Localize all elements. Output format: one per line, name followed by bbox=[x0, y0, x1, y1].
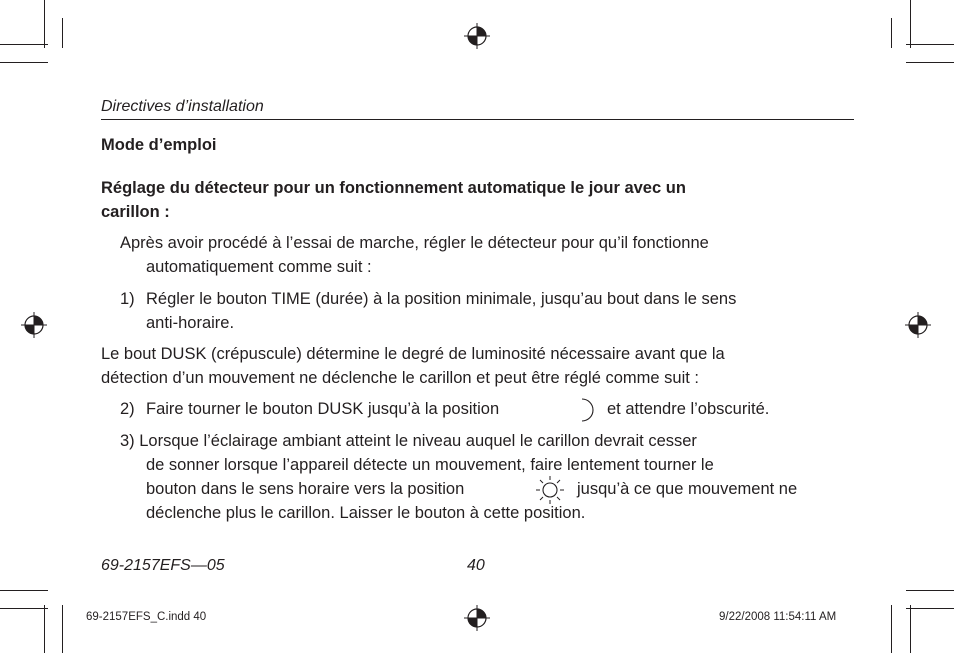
header-rule bbox=[101, 119, 854, 120]
registration-mark-icon bbox=[464, 23, 490, 49]
step-2-text: et attendre l’obscurité. bbox=[607, 400, 770, 418]
step-3-line: bouton dans le sens horaire vers la position bbox=[146, 480, 465, 498]
step-3-line: de sonner lorsque l’appareil détecte un mouvement, faire lentement tourner le bbox=[146, 456, 714, 474]
step-2-text: Faire tourner le bouton DUSK jusqu’à la position bbox=[146, 400, 500, 418]
step-3-line: 3) Lorsque l’éclairage ambiant atteint le niveau auquel le carillon devrait cesser bbox=[120, 432, 697, 450]
slug-filename: 69-2157EFS_C.indd 40 bbox=[86, 611, 207, 623]
crop-mark bbox=[0, 62, 48, 63]
crop-mark bbox=[62, 605, 63, 653]
crop-mark bbox=[910, 605, 911, 653]
subheading-line: carillon : bbox=[101, 203, 170, 221]
crop-mark bbox=[44, 605, 45, 653]
dusk-paragraph-line: Le bout DUSK (crépuscule) détermine le degré de luminosité nécessaire avant que la bbox=[101, 345, 725, 363]
running-header: Directives d’installation bbox=[101, 98, 264, 115]
crop-mark bbox=[0, 44, 48, 45]
intro-line: automatiquement comme suit : bbox=[146, 258, 372, 276]
crop-mark bbox=[906, 608, 954, 609]
registration-mark-icon bbox=[21, 312, 47, 338]
crop-mark bbox=[891, 18, 892, 48]
crop-mark bbox=[62, 18, 63, 48]
slug-timestamp: 9/22/2008 11:54:11 AM bbox=[719, 611, 837, 623]
section-title: Mode d’emploi bbox=[101, 136, 217, 154]
intro-line: Après avoir procédé à l’essai de marche, régler le détecteur pour qu’il fonctionne bbox=[120, 234, 709, 252]
crop-mark bbox=[44, 0, 45, 48]
sun-icon bbox=[534, 474, 566, 506]
crop-mark bbox=[906, 62, 954, 63]
crop-mark bbox=[910, 0, 911, 48]
page-number: 40 bbox=[467, 557, 485, 574]
registration-mark-icon bbox=[464, 605, 490, 631]
dusk-paragraph-line: détection d’un mouvement ne déclenche le carillon et peut être réglé comme suit : bbox=[101, 369, 700, 387]
step-number: 1) bbox=[120, 290, 135, 308]
step-1-line: anti-horaire. bbox=[146, 314, 235, 332]
step-3-line: jusqu’à ce que mouvement ne bbox=[577, 480, 798, 498]
registration-mark-icon bbox=[905, 312, 931, 338]
crop-mark bbox=[906, 44, 954, 45]
doc-number: 69-2157EFS—05 bbox=[101, 557, 225, 574]
crop-mark bbox=[891, 605, 892, 653]
step-1-line: Régler le bouton TIME (durée) à la position minimale, jusqu’au bout dans le sens bbox=[146, 290, 737, 308]
crop-mark bbox=[0, 608, 48, 609]
subheading-line: Réglage du détecteur pour un fonctionnement automatique le jour avec un bbox=[101, 179, 686, 197]
moon-icon bbox=[576, 397, 596, 423]
crop-mark bbox=[906, 590, 954, 591]
step-number: 2) bbox=[120, 400, 135, 418]
step-3-line: déclenche plus le carillon. Laisser le bouton à cette position. bbox=[146, 504, 586, 522]
crop-mark bbox=[0, 590, 48, 591]
